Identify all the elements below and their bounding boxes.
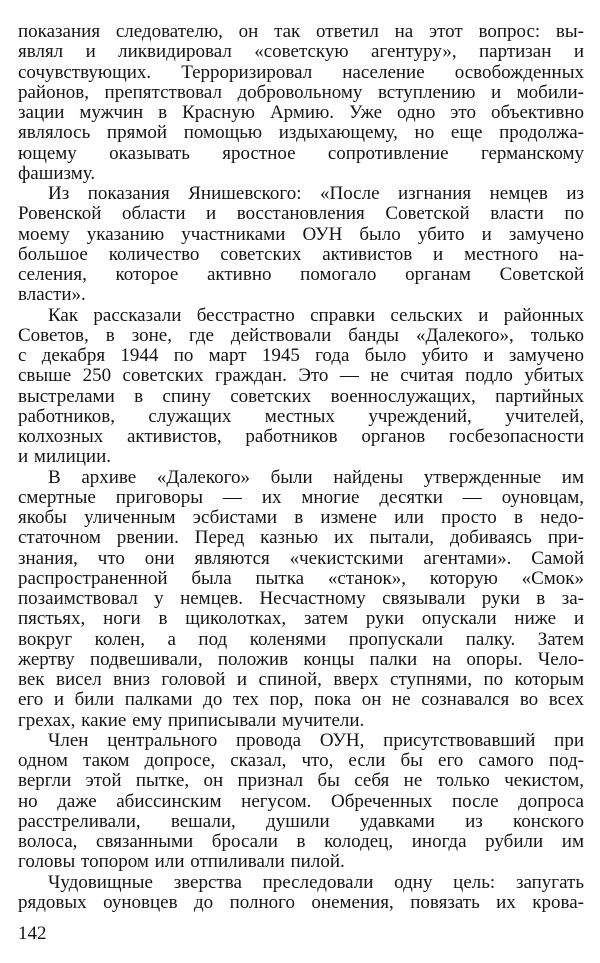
text-line: его и били палками до тех пор, пока он не сознавался во всех <box>18 689 584 711</box>
text-line: знания, что они являются «чекистскими агентами». Самой <box>18 547 584 569</box>
text-line: грехах, какие ему приписывали мучители. <box>18 709 365 731</box>
text-line: селения, которое активно помогало органам Советской <box>18 264 584 285</box>
text-line: фашизму. <box>18 162 96 184</box>
text-line: колхозных активистов, работников органов госбезопасности <box>18 426 584 447</box>
text-line: Советов, в зоне, где действовали банды «Далекого», только <box>18 324 584 346</box>
text-line: большое количество советских активистов и местного на- <box>18 243 584 265</box>
text-line: одном таком допросе, сказал, что, если бы его самого под- <box>18 750 584 771</box>
text-line: Из показания Янишевского: «После изгнания немцев из <box>48 183 584 204</box>
paragraph <box>18 22 584 184</box>
text-line: волоса, связанными бросали в колодец, иногда рубили им <box>18 831 584 852</box>
text-line: Чудовищные зверства преследовали одну цель: запугать <box>48 871 584 893</box>
text-line: моему указанию участниками ОУН было убито и замучено <box>18 223 584 245</box>
page-body <box>18 22 584 913</box>
text-line: век висел вниз головой и спиной, вверх ступнями, по которым <box>18 669 584 690</box>
text-line: являлось прямой помощью издыхающему, но еще продолжа- <box>18 122 584 144</box>
text-line: зации мужчин в Красную Армию. Уже одно это объективно <box>18 102 584 123</box>
text-line: и милиции. <box>18 446 112 468</box>
text-line: В архиве «Далекого» были найдены утвержденные им <box>48 466 584 488</box>
text-line: жертву подвешивали, положив концы палки на опоры. Чело- <box>18 648 584 670</box>
text-line: головы топором или отпиливали пилой. <box>18 851 345 873</box>
text-line: якобы уличенным эсбистами в измене или просто в недо- <box>18 507 584 528</box>
text-line: Ровенской области и восстановления Советской власти по <box>18 203 584 225</box>
text-line: смертные приговоры — их многие десятки — оуновцам, <box>18 486 584 508</box>
text-line: статочном рвении. Перед казнью их пытали, добиваясь при- <box>18 527 584 549</box>
text-line: показания следователю, он так ответил на этот вопрос: вы- <box>18 21 584 42</box>
paragraph <box>18 468 584 731</box>
text-line: сочувствующих. Терроризировал население освобожденных <box>18 61 584 83</box>
text-line: свыше 250 советских граждан. Это — не считая подло убитых <box>18 365 584 387</box>
text-line: Как рассказали бесстрастно справки сельских и районных <box>48 304 584 326</box>
text-line: рядовых оуновцев до полного онемения, повязать их крова- <box>18 891 584 913</box>
paragraph <box>18 306 584 468</box>
text-line: но даже абиссинским негусом. Обреченных после допроса <box>18 790 584 812</box>
text-line: с декабря 1944 по март 1945 года было убито и замучено <box>18 345 584 366</box>
text-line: Член центрального провода ОУН, присутствовавший при <box>48 729 584 751</box>
text-line: власти». <box>18 284 86 306</box>
text-line: распространенной была пытка «станок», которую «Смок» <box>18 567 584 589</box>
text-line: выстрелами в спину советских военнослужащих, партийных <box>18 385 584 407</box>
page-number: 142 <box>18 923 47 944</box>
paragraph <box>18 873 584 914</box>
text-line: районов, препятствовал добровольному вступлению и мобили- <box>18 81 584 103</box>
text-line: работников, служащих местных учреждений, учителей, <box>18 405 584 427</box>
text-line: позаимствовал у немцев. Несчастному связывали руки в за- <box>18 588 584 609</box>
text-line: расстреливали, вешали, душили удавками из конского <box>18 810 584 832</box>
paragraph <box>18 184 584 306</box>
text-line: ющему оказывать яростное сопротивление германскому <box>18 142 584 164</box>
text-line: являл и ликвидировал «советскую агентуру», партизан и <box>18 41 584 63</box>
text-line: вокруг колен, а под коленями пропускали палку. Затем <box>18 628 584 650</box>
paragraph <box>18 731 584 873</box>
text-line: вергли этой пытке, он признал бы себя не только чекистом, <box>18 770 584 792</box>
text-line: пястьях, ноги в щиколотках, затем руки опускали ниже и <box>18 608 584 630</box>
